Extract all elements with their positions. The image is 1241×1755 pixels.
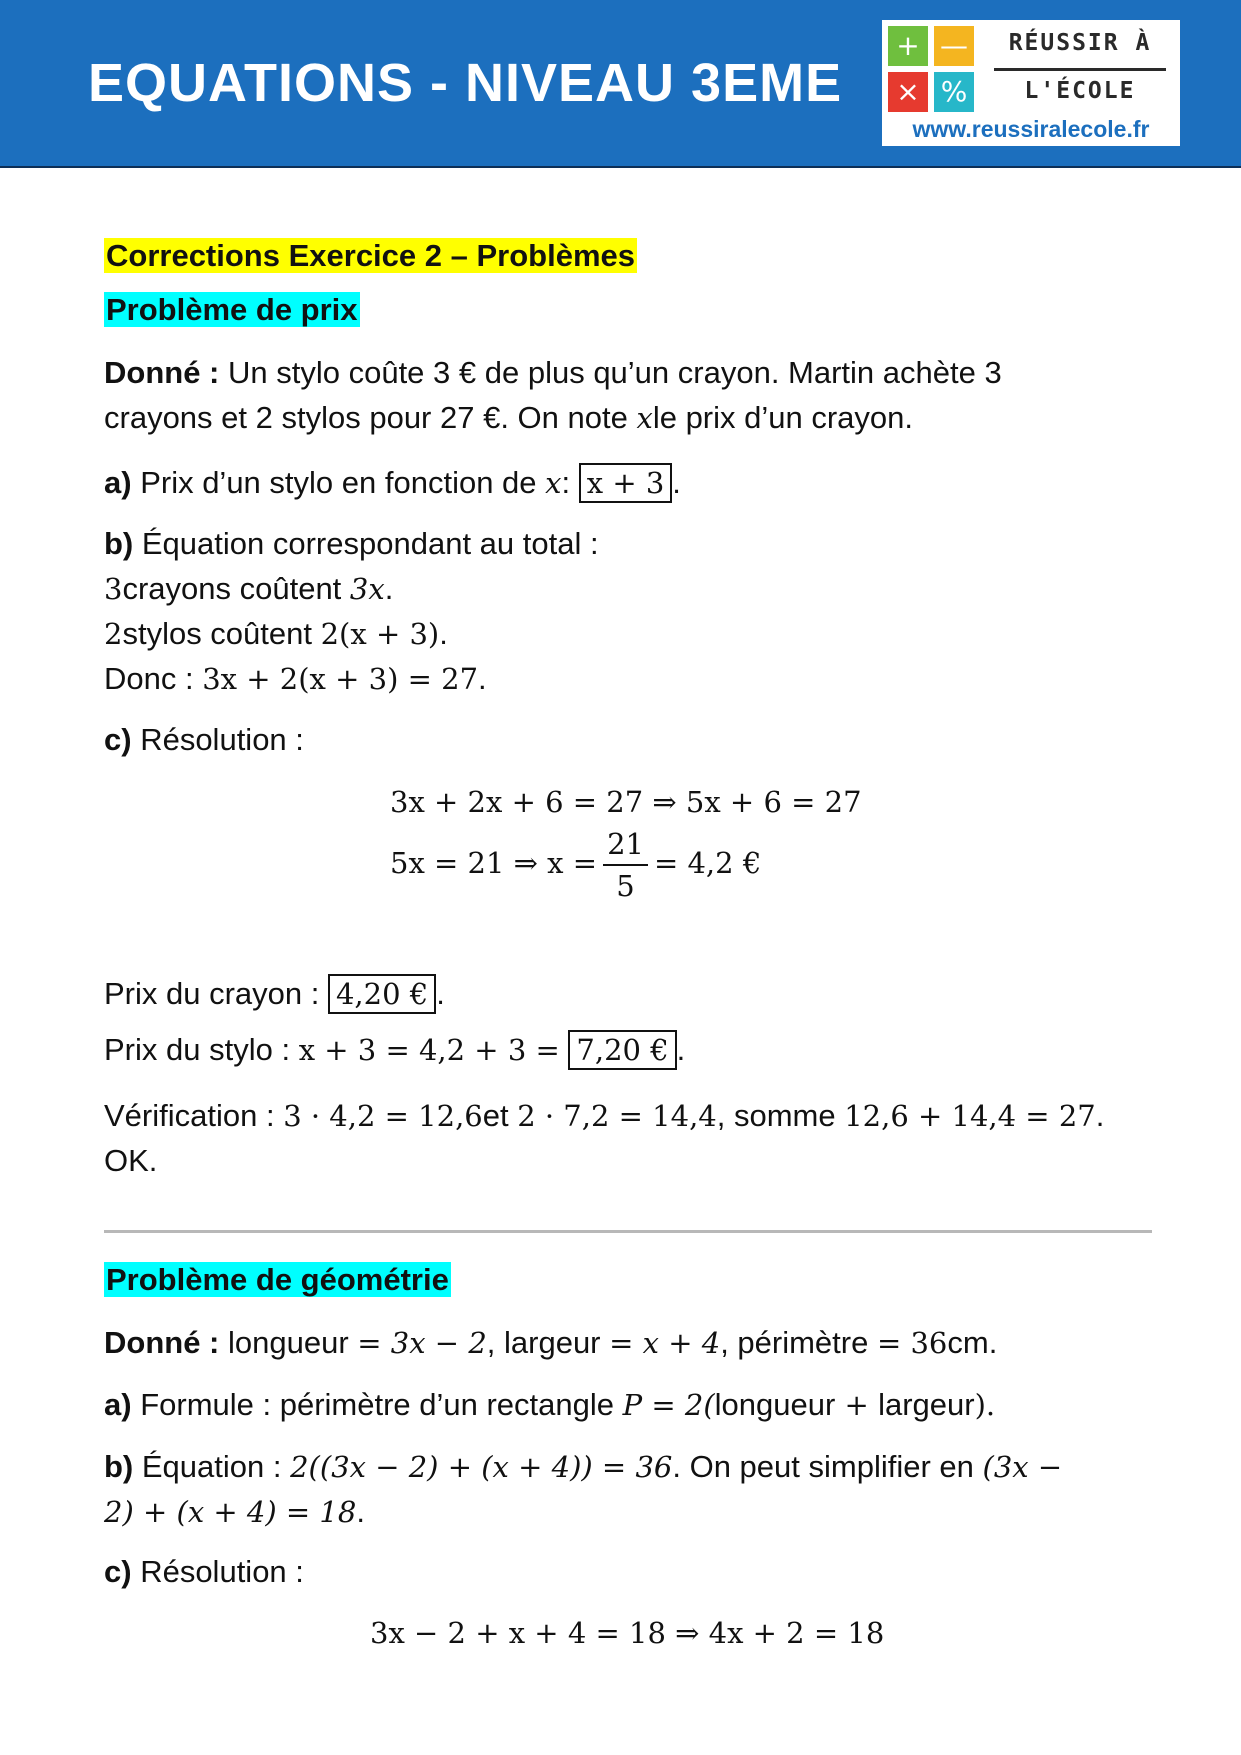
problem2-part-a: a) Formule : périmètre d’un rectangle P = 2(longueur + largeur).	[104, 1387, 996, 1422]
problem1-part-a: a) Prix d’un stylo en fonction de x: x + 3 .	[104, 463, 681, 503]
problem1-price-crayon: Prix du crayon : 4,20 € .	[104, 974, 445, 1014]
percent-icon: %	[934, 72, 974, 112]
problem1-b-line3: Donc : 3x + 2(x + 3) = 27.	[104, 661, 487, 696]
problem1-part-c: c) Résolution :	[104, 722, 304, 757]
problem1-verification: Vérification : 3 · 4,2 = 12,6et 2 · 7,2 = 14,4, somme 12,6 + 14,4 = 27.	[104, 1098, 1105, 1133]
problem1-verification-ok: OK.	[104, 1143, 158, 1178]
logo-url-link[interactable]: www.reussiralecole.fr	[912, 116, 1150, 142]
minus-icon: —	[934, 26, 974, 66]
page-header	[0, 0, 1241, 168]
logo-text-line1: RÉUSSIR À	[1008, 30, 1152, 56]
problem1-equation-1: 3x + 2x + 6 = 27 ⇒ 5x + 6 = 27	[390, 785, 862, 819]
problem2-part-b: b) Équation : 2((3x − 2) + (x + 4)) = 36. On peut simplifier en (3x −	[104, 1449, 1063, 1484]
problem2-equation-1: 3x − 2 + x + 4 = 18 ⇒ 4x + 2 = 18	[370, 1616, 885, 1650]
problem2-part-c: c) Résolution :	[104, 1554, 304, 1589]
boxed-answer: 7,20 €	[568, 1030, 676, 1070]
logo-icons	[886, 24, 982, 120]
section-title: Corrections Exercice 2 – Problèmes	[106, 238, 635, 273]
logo-text-line2: L'ÉCOLE	[1024, 78, 1136, 104]
boxed-answer: x + 3	[579, 463, 673, 503]
problem2-part-b-cont: 2) + (x + 4) = 18.	[104, 1494, 365, 1529]
problem1-given-line2: crayons et 2 stylos pour 27 €. On note xle prix d’un crayon.	[104, 400, 914, 435]
problem1-title: Problème de prix	[106, 292, 358, 327]
problem1-given-line1: Donné : Un stylo coûte 3 € de plus qu’un crayon. Martin achète 3	[104, 355, 1002, 390]
site-logo[interactable]	[882, 20, 1180, 146]
problem1-part-b: b) Équation correspondant au total :	[104, 526, 599, 561]
plus-icon: +	[888, 26, 928, 66]
boxed-answer: 4,20 €	[328, 974, 436, 1014]
problem1-b-line1: 3crayons coûtent 3x.	[104, 571, 394, 606]
logo-divider	[994, 68, 1166, 71]
section-divider	[104, 1230, 1152, 1233]
times-icon: ×	[888, 72, 928, 112]
problem1-b-line2: 2stylos coûtent 2(x + 3).	[104, 616, 448, 651]
fraction: $\frac{21}{5}$	[603, 824, 648, 906]
problem2-given: Donné : longueur = 3x − 2, largeur = x + 4, périmètre = 36cm.	[104, 1325, 998, 1360]
page-title: EQUATIONS - NIVEAU 3EME	[88, 53, 843, 113]
problem1-equation-2: 5x = 21 ⇒ x = $\frac{21}{5}$ = 4,2 €	[390, 824, 761, 906]
problem1-price-stylo: Prix du stylo : x + 3 = 4,2 + 3 = 7,20 € .	[104, 1030, 685, 1070]
problem2-title: Problème de géométrie	[106, 1262, 449, 1297]
